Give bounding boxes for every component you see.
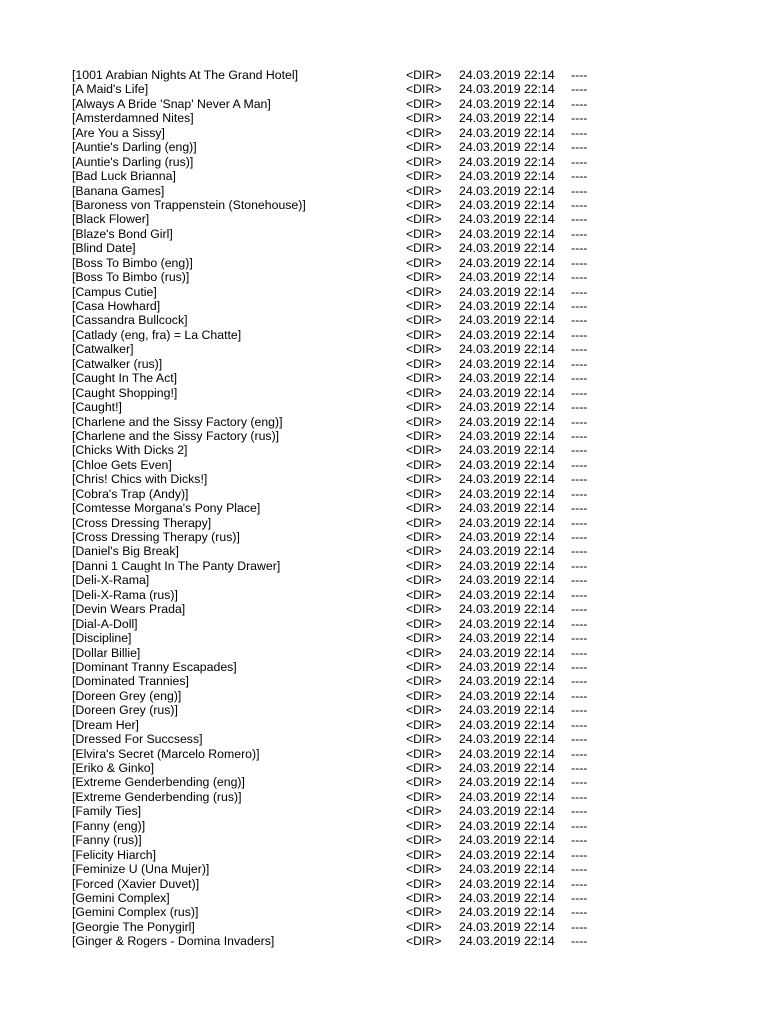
entry-attributes: ---- [571, 862, 588, 877]
entry-datetime: 24.03.2019 22:14 [459, 154, 555, 169]
entry-datetime: 24.03.2019 22:14 [459, 905, 555, 920]
entry-attributes: ---- [571, 82, 588, 97]
entry-type: <DIR> [406, 587, 442, 602]
entry-datetime: 24.03.2019 22:14 [459, 255, 555, 270]
entry-type: <DIR> [406, 761, 442, 775]
entry-attributes: ---- [571, 703, 588, 718]
entry-datetime: 24.03.2019 22:14 [459, 284, 555, 299]
entry-attributes: ---- [571, 847, 588, 862]
entry-attributes: ---- [571, 804, 588, 819]
entry-name: [Blaze's Bond Girl] [72, 226, 173, 241]
entry-datetime: 24.03.2019 22:14 [459, 659, 555, 674]
entry-attributes: ---- [571, 342, 588, 357]
entry-type: <DIR> [406, 68, 442, 82]
entry-type: <DIR> [406, 501, 442, 516]
entry-attributes: ---- [571, 934, 588, 949]
entry-name: [Are You a Sissy] [72, 125, 165, 140]
entry-name: [Auntie's Darling (eng)] [72, 140, 197, 155]
entry-type: <DIR> [406, 255, 442, 270]
entry-attributes: ---- [571, 428, 588, 443]
entry-name: [Catlady (eng, fra) = La Chatte] [72, 327, 242, 342]
entry-datetime: 24.03.2019 22:14 [459, 342, 555, 357]
entry-type: <DIR> [406, 226, 442, 241]
entry-datetime: 24.03.2019 22:14 [459, 573, 555, 588]
entry-attributes: ---- [571, 674, 588, 689]
entry-attributes: ---- [571, 573, 588, 588]
entry-type: <DIR> [406, 862, 442, 877]
entry-attributes: ---- [571, 775, 588, 790]
entry-datetime: 24.03.2019 22:14 [459, 631, 555, 646]
entry-type: <DIR> [406, 631, 442, 646]
entry-attributes: ---- [571, 645, 588, 660]
entry-name: [Dial-A-Doll] [72, 616, 138, 631]
entry-name: [Fanny (eng)] [72, 818, 146, 833]
entry-attributes: ---- [571, 501, 588, 516]
entry-type: <DIR> [406, 96, 442, 111]
entry-attributes: ---- [571, 486, 588, 501]
entry-name: [Chloe Gets Even] [72, 457, 172, 472]
entry-type: <DIR> [406, 833, 442, 848]
entry-name: [Catwalker (rus)] [72, 356, 163, 371]
entry-name: [Baroness von Trappenstein (Stonehouse)] [72, 197, 306, 212]
entry-datetime: 24.03.2019 22:14 [459, 169, 555, 184]
entry-type: <DIR> [406, 111, 442, 126]
entry-name: [Boss To Bimbo (eng)] [72, 255, 193, 270]
entry-type: <DIR> [406, 703, 442, 718]
entry-datetime: 24.03.2019 22:14 [459, 68, 555, 82]
entry-attributes: ---- [571, 761, 588, 775]
entry-attributes: ---- [571, 544, 588, 559]
entry-type: <DIR> [406, 313, 442, 328]
entry-attributes: ---- [571, 818, 588, 833]
entry-type: <DIR> [406, 645, 442, 660]
entry-attributes: ---- [571, 515, 588, 530]
entry-datetime: 24.03.2019 22:14 [459, 890, 555, 905]
entry-type: <DIR> [406, 169, 442, 184]
entry-name: [A Maid's Life] [72, 82, 149, 97]
entry-attributes: ---- [571, 255, 588, 270]
entry-datetime: 24.03.2019 22:14 [459, 789, 555, 804]
entry-name: [Bad Luck Brianna] [72, 169, 176, 184]
entry-name: [Caught In The Act] [72, 371, 178, 386]
entry-type: <DIR> [406, 544, 442, 559]
entry-datetime: 24.03.2019 22:14 [459, 761, 555, 775]
entry-datetime: 24.03.2019 22:14 [459, 457, 555, 472]
entry-type: <DIR> [406, 284, 442, 299]
entry-attributes: ---- [571, 558, 588, 573]
entry-name: [Boss To Bimbo (rus)] [72, 270, 190, 285]
entry-datetime: 24.03.2019 22:14 [459, 111, 555, 126]
entry-type: <DIR> [406, 385, 442, 400]
entry-type: <DIR> [406, 732, 442, 747]
entry-type: <DIR> [406, 327, 442, 342]
entry-attributes: ---- [571, 212, 588, 227]
entry-name: [Charlene and the Sissy Factory (eng)] [72, 414, 283, 429]
entry-attributes: ---- [571, 299, 588, 313]
entry-attributes: ---- [571, 183, 588, 198]
entry-name: [Extreme Genderbending (rus)] [72, 789, 242, 804]
entry-type: <DIR> [406, 890, 442, 905]
entry-datetime: 24.03.2019 22:14 [459, 775, 555, 790]
entry-attributes: ---- [571, 833, 588, 848]
entry-attributes: ---- [571, 732, 588, 747]
entry-datetime: 24.03.2019 22:14 [459, 183, 555, 198]
entry-datetime: 24.03.2019 22:14 [459, 703, 555, 718]
entry-type: <DIR> [406, 154, 442, 169]
entry-name: [Elvira's Secret (Marcelo Romero)] [72, 746, 260, 761]
entry-attributes: ---- [571, 587, 588, 602]
entry-type: <DIR> [406, 602, 442, 617]
entry-name: [Casa Howhard] [72, 299, 161, 313]
entry-name: [Fanny (rus)] [72, 833, 142, 848]
entry-datetime: 24.03.2019 22:14 [459, 558, 555, 573]
entry-attributes: ---- [571, 313, 588, 328]
entry-datetime: 24.03.2019 22:14 [459, 299, 555, 313]
entry-name: [Georgie The Ponygirl] [72, 919, 195, 934]
entry-datetime: 24.03.2019 22:14 [459, 862, 555, 877]
entry-datetime: 24.03.2019 22:14 [459, 717, 555, 732]
entry-datetime: 24.03.2019 22:14 [459, 602, 555, 617]
entry-datetime: 24.03.2019 22:14 [459, 226, 555, 241]
entry-type: <DIR> [406, 659, 442, 674]
entry-datetime: 24.03.2019 22:14 [459, 125, 555, 140]
entry-datetime: 24.03.2019 22:14 [459, 847, 555, 862]
entry-datetime: 24.03.2019 22:14 [459, 140, 555, 155]
entry-type: <DIR> [406, 616, 442, 631]
entry-name: [Campus Cutie] [72, 284, 157, 299]
entry-name: [Doreen Grey (eng)] [72, 688, 182, 703]
entry-datetime: 24.03.2019 22:14 [459, 515, 555, 530]
entry-datetime: 24.03.2019 22:14 [459, 313, 555, 328]
entry-name: [Charlene and the Sissy Factory (rus)] [72, 428, 280, 443]
entry-type: <DIR> [406, 457, 442, 472]
entry-attributes: ---- [571, 327, 588, 342]
entry-name: [Chicks With Dicks 2] [72, 443, 188, 458]
entry-datetime: 24.03.2019 22:14 [459, 688, 555, 703]
entry-name: [Discipline] [72, 631, 132, 646]
entry-type: <DIR> [406, 428, 442, 443]
entry-type: <DIR> [406, 356, 442, 371]
entry-name: [Dream Her] [72, 717, 139, 732]
entry-name: [Feminize U (Una Mujer)] [72, 862, 210, 877]
entry-name: [Cobra's Trap (Andy)] [72, 486, 189, 501]
entry-datetime: 24.03.2019 22:14 [459, 472, 555, 487]
entry-datetime: 24.03.2019 22:14 [459, 327, 555, 342]
entry-datetime: 24.03.2019 22:14 [459, 674, 555, 689]
entry-type: <DIR> [406, 400, 442, 415]
entry-name: [Family Ties] [72, 804, 142, 819]
entry-attributes: ---- [571, 443, 588, 458]
entry-name: [Dominated Trannies] [72, 674, 189, 689]
entry-type: <DIR> [406, 125, 442, 140]
entry-name: [Gemini Complex (rus)] [72, 905, 199, 920]
entry-name: [Banana Games] [72, 183, 165, 198]
entry-type: <DIR> [406, 183, 442, 198]
entry-attributes: ---- [571, 876, 588, 891]
entry-datetime: 24.03.2019 22:14 [459, 400, 555, 415]
entry-datetime: 24.03.2019 22:14 [459, 818, 555, 833]
entry-attributes: ---- [571, 472, 588, 487]
entry-attributes: ---- [571, 890, 588, 905]
entry-datetime: 24.03.2019 22:14 [459, 587, 555, 602]
entry-name: [Eriko & Ginko] [72, 761, 155, 775]
entry-attributes: ---- [571, 270, 588, 285]
entry-name: [Cross Dressing Therapy] [72, 515, 212, 530]
entry-attributes: ---- [571, 602, 588, 617]
entry-name: [1001 Arabian Nights At The Grand Hotel] [72, 68, 299, 82]
entry-name: [Dominant Tranny Escapades] [72, 659, 237, 674]
entry-name: [Dressed For Succsess] [72, 732, 203, 747]
entry-type: <DIR> [406, 530, 442, 544]
entry-attributes: ---- [571, 616, 588, 631]
entry-name: [Ginger & Rogers - Domina Invaders] [72, 934, 275, 949]
entry-datetime: 24.03.2019 22:14 [459, 82, 555, 97]
entry-attributes: ---- [571, 905, 588, 920]
entry-type: <DIR> [406, 342, 442, 357]
entry-datetime: 24.03.2019 22:14 [459, 356, 555, 371]
entry-name: [Felicity Hiarch] [72, 847, 157, 862]
entry-name: [Doreen Grey (rus)] [72, 703, 178, 718]
entry-attributes: ---- [571, 140, 588, 155]
entry-name: [Auntie's Darling (rus)] [72, 154, 194, 169]
entry-attributes: ---- [571, 457, 588, 472]
entry-datetime: 24.03.2019 22:14 [459, 544, 555, 559]
entry-type: <DIR> [406, 414, 442, 429]
entry-type: <DIR> [406, 558, 442, 573]
entry-type: <DIR> [406, 472, 442, 487]
entry-attributes: ---- [571, 371, 588, 386]
entry-type: <DIR> [406, 804, 442, 819]
entry-type: <DIR> [406, 688, 442, 703]
entry-type: <DIR> [406, 847, 442, 862]
entry-attributes: ---- [571, 414, 588, 429]
entry-type: <DIR> [406, 443, 442, 458]
entry-datetime: 24.03.2019 22:14 [459, 385, 555, 400]
entry-datetime: 24.03.2019 22:14 [459, 919, 555, 934]
entry-type: <DIR> [406, 818, 442, 833]
entry-datetime: 24.03.2019 22:14 [459, 616, 555, 631]
entry-name: [Daniel's Big Break] [72, 544, 179, 559]
entry-attributes: ---- [571, 154, 588, 169]
entry-attributes: ---- [571, 169, 588, 184]
entry-type: <DIR> [406, 299, 442, 313]
entry-name: [Black Flower] [72, 212, 150, 227]
entry-datetime: 24.03.2019 22:14 [459, 197, 555, 212]
entry-type: <DIR> [406, 775, 442, 790]
entry-type: <DIR> [406, 515, 442, 530]
entry-type: <DIR> [406, 486, 442, 501]
entry-attributes: ---- [571, 746, 588, 761]
entry-attributes: ---- [571, 96, 588, 111]
entry-attributes: ---- [571, 631, 588, 646]
entry-attributes: ---- [571, 919, 588, 934]
entry-datetime: 24.03.2019 22:14 [459, 645, 555, 660]
entry-attributes: ---- [571, 789, 588, 804]
entry-name: [Deli-X-Rama (rus)] [72, 587, 178, 602]
entry-attributes: ---- [571, 111, 588, 126]
entry-name: [Extreme Genderbending (eng)] [72, 775, 245, 790]
entry-name: [Chris! Chics with Dicks!] [72, 472, 208, 487]
entry-type: <DIR> [406, 905, 442, 920]
entry-datetime: 24.03.2019 22:14 [459, 241, 555, 256]
entry-type: <DIR> [406, 212, 442, 227]
entry-attributes: ---- [571, 717, 588, 732]
entry-name: [Cassandra Bullcock] [72, 313, 188, 328]
entry-datetime: 24.03.2019 22:14 [459, 428, 555, 443]
entry-datetime: 24.03.2019 22:14 [459, 270, 555, 285]
entry-name: [Deli-X-Rama] [72, 573, 150, 588]
entry-type: <DIR> [406, 789, 442, 804]
entry-datetime: 24.03.2019 22:14 [459, 371, 555, 386]
entry-name: [Catwalker] [72, 342, 134, 357]
entry-name: [Comtesse Morgana's Pony Place] [72, 501, 261, 516]
entry-name: [Gemini Complex] [72, 890, 170, 905]
entry-attributes: ---- [571, 241, 588, 256]
entry-datetime: 24.03.2019 22:14 [459, 804, 555, 819]
entry-name: [Always A Bride 'Snap' Never A Man] [72, 96, 271, 111]
entry-name: [Cross Dressing Therapy (rus)] [72, 530, 240, 544]
entry-type: <DIR> [406, 674, 442, 689]
entry-datetime: 24.03.2019 22:14 [459, 833, 555, 848]
entry-name: [Caught!] [72, 400, 122, 415]
entry-type: <DIR> [406, 140, 442, 155]
entry-datetime: 24.03.2019 22:14 [459, 501, 555, 516]
entry-datetime: 24.03.2019 22:14 [459, 530, 555, 544]
entry-attributes: ---- [571, 688, 588, 703]
entry-datetime: 24.03.2019 22:14 [459, 212, 555, 227]
entry-attributes: ---- [571, 400, 588, 415]
entry-name: [Forced (Xavier Duvet)] [72, 876, 200, 891]
entry-type: <DIR> [406, 717, 442, 732]
entry-datetime: 24.03.2019 22:14 [459, 486, 555, 501]
entry-type: <DIR> [406, 919, 442, 934]
entry-type: <DIR> [406, 934, 442, 949]
entry-type: <DIR> [406, 270, 442, 285]
entry-attributes: ---- [571, 659, 588, 674]
entry-name: [Caught Shopping!] [72, 385, 178, 400]
entry-attributes: ---- [571, 385, 588, 400]
entry-datetime: 24.03.2019 22:14 [459, 732, 555, 747]
entry-datetime: 24.03.2019 22:14 [459, 934, 555, 949]
entry-type: <DIR> [406, 82, 442, 97]
entry-attributes: ---- [571, 284, 588, 299]
entry-datetime: 24.03.2019 22:14 [459, 96, 555, 111]
entry-name: [Amsterdamned Nites] [72, 111, 194, 126]
entry-attributes: ---- [571, 356, 588, 371]
entry-datetime: 24.03.2019 22:14 [459, 746, 555, 761]
entry-type: <DIR> [406, 876, 442, 891]
entry-type: <DIR> [406, 573, 442, 588]
entry-datetime: 24.03.2019 22:14 [459, 876, 555, 891]
entry-attributes: ---- [571, 68, 588, 82]
entry-name: [Dollar Billie] [72, 645, 141, 660]
entry-attributes: ---- [571, 197, 588, 212]
entry-attributes: ---- [571, 125, 588, 140]
entry-type: <DIR> [406, 241, 442, 256]
entry-datetime: 24.03.2019 22:14 [459, 443, 555, 458]
entry-datetime: 24.03.2019 22:14 [459, 414, 555, 429]
entry-attributes: ---- [571, 530, 588, 544]
entry-type: <DIR> [406, 371, 442, 386]
entry-type: <DIR> [406, 746, 442, 761]
entry-attributes: ---- [571, 226, 588, 241]
entry-name: [Devin Wears Prada] [72, 602, 186, 617]
entry-name: [Blind Date] [72, 241, 136, 256]
entry-type: <DIR> [406, 197, 442, 212]
entry-name: [Danni 1 Caught In The Panty Drawer] [72, 558, 281, 573]
